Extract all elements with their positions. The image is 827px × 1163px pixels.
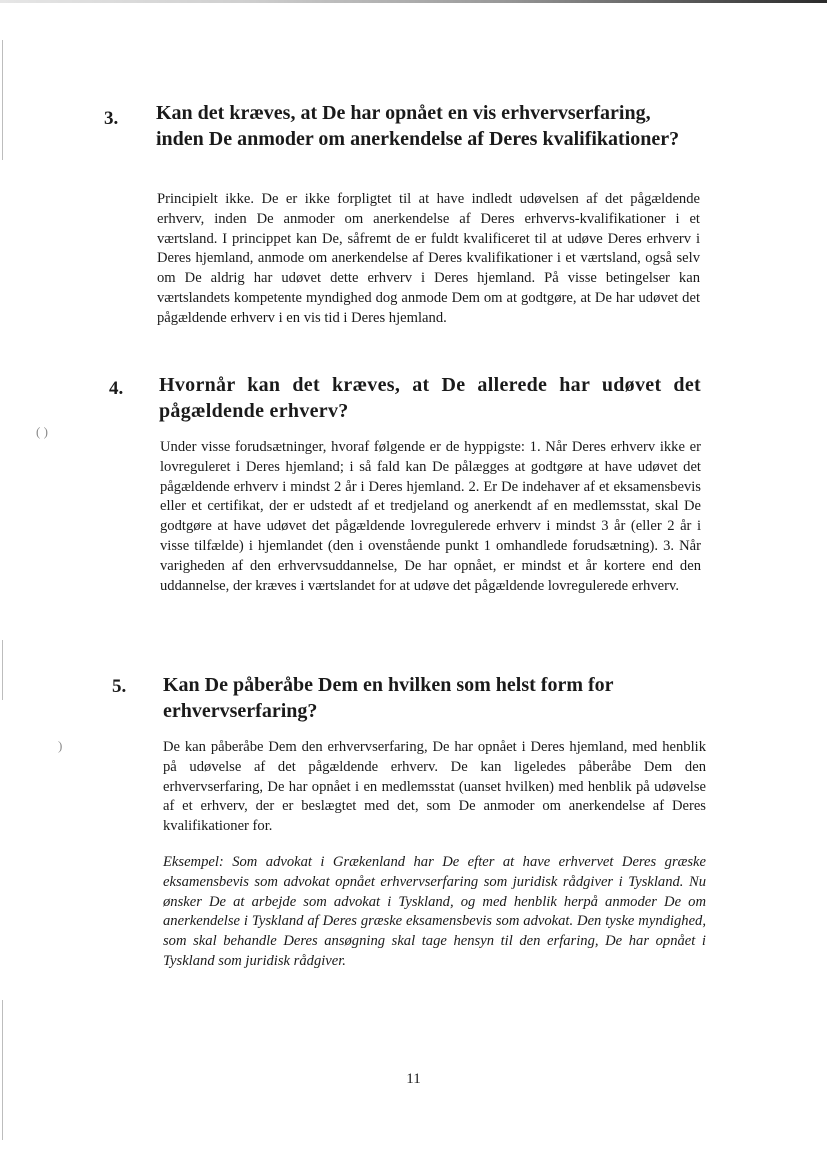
scan-left-edge	[2, 40, 3, 160]
section-body: Principielt ikke. De er ikke forpligtet til at have indledt udøvelsen af det pågældende erhverv, inden De anmoder om anerkendelse af Deres erhvervs-kvalifikationer i et værtsland. I princippet kan De, såfremt de er fuldt kvalificeret til at udøve Deres erhverv i Deres hjemland, anmode om anerkendelse af Deres kvalifikationer i et værtsland, også selv om De aldrig har udøvet dette erhverv i Deres hjemland. På visse betingelser kan værtslandets kompetente myndighed dog anmode Dem om at godtgøre, at De har udøvet det pågældende erhverv i en vis tid i Deres hjemland.	[157, 191, 700, 326]
section-heading: Hvornår kan det kræves, at De allerede har udøvet det pågældende erhverv?	[159, 374, 701, 422]
section-heading: Kan det kræves, at De har opnået en vis erhvervserfaring, inden De anmoder om anerkendelse af Deres kvalifikationer?	[156, 102, 680, 150]
page-number: 11	[406, 1071, 421, 1087]
scan-left-edge	[2, 640, 3, 700]
margin-mark: ( )	[36, 424, 48, 439]
section-number: 3.	[104, 108, 119, 129]
scan-top-edge	[0, 0, 827, 3]
section-number: 5.	[112, 676, 127, 697]
section-number: 4.	[109, 378, 124, 399]
section-body: De kan påberåbe Dem den erhvervserfaring, De har opnået i Deres hjemland, med henblik på udøvelse af det pågældende erhverv. De kan ligeledes påberåbe Dem den erhvervserfaring, De har opnået i en medlemsstat (uanset hvilken) med henblik på udøvelse af et erhverv, der er beslægtet med det, som De anmoder om anerkendelse af Deres kvalifikationer for.	[163, 739, 706, 835]
example-paragraph: Eksempel: Som advokat i Grækenland har De efter at have erhvervet Deres græske eksamensbevis som advokat opnået erhvervserfaring som juridisk rådgiver i Tyskland. Nu ønsker De at arbejde som advokat i Tyskland, og med henblik herpå anmoder De om anerkendelse i Tyskland af Deres græske eksamensbevis som advokat. Den tyske myndighed, som skal behandle Deres ansøgning skal tage hensyn til den erfaring, De har opnået i Tyskland som juridisk rådgiver.	[163, 854, 706, 969]
section-body: Under visse forudsætninger, hvoraf følgende er de hyppigste: 1. Når Deres erhverv ikke er lovreguleret i Deres hjemland; i så fald kan De pålægges at godtgøre at have udøvet det pågældende erhverv i mindst 2 år i Deres hjemland. 2. Er De indehaver af et eksamensbevis eller et certifikat, der er udstedt af et tredjeland og anerkendt af en medlemsstat, skal De godtgøre at have udøvet det pågældende lovregulerede erhverv i mindst 3 år (eller 2 år i visse tilfælde) i hjemlandet (den i ovenstående punkt 1 omhandlede forudsætning). 3. Når varigheden af den erhvervsuddannelse, De har opnået, er mindst et år kortere end den uddannelse, der kræves i værtslandet for at udøve det pågældende lovregulerede erhverv.	[160, 439, 701, 594]
margin-mark: )	[58, 738, 63, 753]
scan-left-edge	[2, 1000, 3, 1140]
section-heading: Kan De påberåbe Dem en hvilken som helst form for erhvervserfaring?	[163, 674, 614, 722]
